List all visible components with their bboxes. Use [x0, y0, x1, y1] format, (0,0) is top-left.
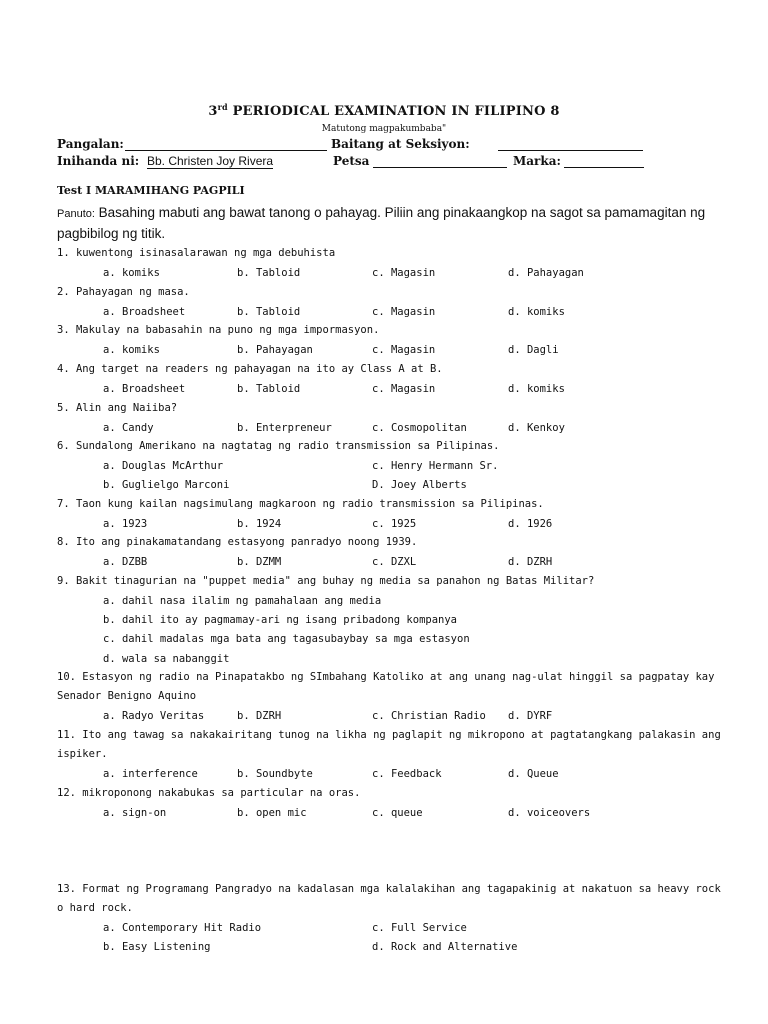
- q7-option-d[interactable]: d. 1926: [508, 518, 553, 530]
- q7-option-b[interactable]: b. 1924: [237, 518, 282, 530]
- exam-title: [0, 104, 768, 119]
- q10-option-b[interactable]: b. DZRH: [237, 710, 282, 722]
- q12-option-b[interactable]: b. open mic: [237, 807, 307, 819]
- question-4: 4. Ang target na readers ng pahayagan na ito ay Class A at B.: [57, 363, 443, 375]
- q6-option-a[interactable]: a. Douglas McArthur: [103, 460, 224, 472]
- q10-option-c[interactable]: c. Christian Radio: [372, 710, 486, 722]
- q1-option-a[interactable]: a. komiks: [103, 267, 160, 279]
- q4-option-b[interactable]: b. Tabloid: [237, 383, 301, 395]
- q7-option-c[interactable]: c. 1925: [372, 518, 417, 530]
- pangalan-label: Pangalan:: [57, 137, 124, 151]
- q11-option-b[interactable]: b. Soundbyte: [237, 768, 313, 780]
- q5-option-a[interactable]: a. Candy: [103, 422, 154, 434]
- q10-option-d[interactable]: d. DYRF: [508, 710, 553, 722]
- question-7: 7. Taon kung kailan nagsimulang magkaroon ng radio transmission sa Pilipinas.: [57, 498, 544, 510]
- question-8: 8. Ito ang pinakamatandang estasyong panradyo noong 1939.: [57, 536, 418, 548]
- q11-option-c[interactable]: c. Feedback: [372, 768, 442, 780]
- instructions-text: Basahing mabuti ang bawat tanong o pahayag. Piliin ang pinakaangkop na sagot sa pamamagitan ng pagbibilog ng titik.: [57, 205, 706, 241]
- question-11: 11. Ito ang tawag sa nakakairitang tunog na likha ng paglapit ng mikropono at pagtatangkang palakasin ang ispiker.: [57, 729, 721, 760]
- q4-option-a[interactable]: a. Broadsheet: [103, 383, 186, 395]
- title-superscript: rd: [217, 102, 228, 112]
- q6-option-c[interactable]: c. Henry Hermann Sr.: [372, 460, 499, 472]
- name-row: [57, 137, 717, 155]
- q6-option-d[interactable]: D. Joey Alberts: [372, 479, 467, 491]
- q7-option-a[interactable]: a. 1923: [103, 518, 148, 530]
- q8-option-a[interactable]: a. DZBB: [103, 556, 148, 568]
- q4-option-c[interactable]: c. Magasin: [372, 383, 436, 395]
- question-1: 1. kuwentong isinasalarawan ng mga debuhista: [57, 247, 336, 259]
- petsa-label: Petsa: [333, 154, 370, 168]
- q11-option-d[interactable]: d. Queue: [508, 768, 559, 780]
- q9-option-a[interactable]: a. dahil nasa ilalim ng pamahalaan ang media: [103, 595, 382, 607]
- q9-option-c[interactable]: c. dahil madalas mga bata ang tagasubaybay sa mga estasyon: [103, 633, 470, 645]
- q3-option-b[interactable]: b. Pahayagan: [237, 344, 313, 356]
- q5-option-c[interactable]: c. Cosmopolitan: [372, 422, 467, 434]
- q9-option-d[interactable]: d. wala sa nabanggit: [103, 653, 230, 665]
- q12-option-d[interactable]: d. voiceovers: [508, 807, 591, 819]
- section-title: Test I MARAMIHANG PAGPILI: [57, 184, 245, 197]
- q3-option-c[interactable]: c. Magasin: [372, 344, 436, 356]
- baitang-label: Baitang at Seksiyon:: [331, 137, 470, 151]
- q13-option-a[interactable]: a. Contemporary Hit Radio: [103, 922, 262, 934]
- q5-option-d[interactable]: d. Kenkoy: [508, 422, 565, 434]
- q10-option-a[interactable]: a. Radyo Veritas: [103, 710, 205, 722]
- q12-option-a[interactable]: a. sign-on: [103, 807, 167, 819]
- title-ordinal: 3: [208, 104, 218, 119]
- inihanda-value: Bb. Christen Joy Rivera: [147, 154, 274, 168]
- q2-option-b[interactable]: b. Tabloid: [237, 306, 301, 318]
- baitang-blank[interactable]: [498, 137, 643, 151]
- question-3: 3. Makulay na babasahin na puno ng mga impormasyon.: [57, 324, 380, 336]
- question-5: 5. Alin ang Naiiba?: [57, 402, 178, 414]
- q8-option-c[interactable]: c. DZXL: [372, 556, 417, 568]
- q2-option-d[interactable]: d. komiks: [508, 306, 565, 318]
- q1-option-c[interactable]: c. Magasin: [372, 267, 436, 279]
- instructions: [57, 203, 717, 244]
- q2-option-c[interactable]: c. Magasin: [372, 306, 436, 318]
- q11-option-a[interactable]: a. interference: [103, 768, 198, 780]
- q1-option-d[interactable]: d. Pahayagan: [508, 267, 584, 279]
- q1-option-b[interactable]: b. Tabloid: [237, 267, 301, 279]
- question-10: 10. Estasyon ng radio na Pinapatakbo ng SImbahang Katoliko at ang unang nag-ulat hinggil sa pagpatay kay Senador Benigno Aquino: [57, 671, 715, 702]
- q12-option-c[interactable]: c. queue: [372, 807, 423, 819]
- q8-option-d[interactable]: d. DZRH: [508, 556, 553, 568]
- marka-label: Marka:: [513, 154, 561, 168]
- q9-option-b[interactable]: b. dahil ito ay pagmamay-ari ng isang pribadong kompanya: [103, 614, 458, 626]
- question-6: 6. Sundalong Amerikano na nagtatag ng radio transmission sa Pilipinas.: [57, 440, 500, 452]
- prepared-row: [57, 154, 717, 172]
- q4-option-d[interactable]: d. komiks: [508, 383, 565, 395]
- inihanda-label: Inihanda ni:: [57, 154, 140, 168]
- question-12: 12. mikroponong nakabukas sa particular na oras.: [57, 787, 361, 799]
- question-13: 13. Format ng Programang Pangradyo na kadalasan mga kalalakihan ang tagapakinig at nakatuon sa heavy rock o hard rock.: [57, 883, 721, 914]
- q5-option-b[interactable]: b. Enterpreneur: [237, 422, 332, 434]
- q3-option-d[interactable]: d. Dagli: [508, 344, 559, 356]
- question-9: 9. Bakit tinagurian na "puppet media" ang buhay ng media sa panahon ng Batas Militar?: [57, 575, 595, 587]
- title-text: PERIODICAL EXAMINATION IN FILIPINO 8: [227, 104, 560, 119]
- marka-blank[interactable]: [564, 154, 644, 168]
- petsa-blank[interactable]: [373, 154, 507, 168]
- q3-option-a[interactable]: a. komiks: [103, 344, 160, 356]
- q8-option-b[interactable]: b. DZMM: [237, 556, 282, 568]
- q6-option-b[interactable]: b. Guglielgo Marconi: [103, 479, 230, 491]
- q13-option-d[interactable]: d. Rock and Alternative: [372, 941, 518, 953]
- pangalan-blank[interactable]: [125, 137, 327, 151]
- question-2: 2. Pahayagan ng masa.: [57, 286, 190, 298]
- q13-option-c[interactable]: c. Full Service: [372, 922, 467, 934]
- instructions-label: Panuto:: [57, 208, 95, 220]
- motto: Matutong magpakumbaba": [321, 124, 447, 134]
- q13-option-b[interactable]: b. Easy Listening: [103, 941, 211, 953]
- q2-option-a[interactable]: a. Broadsheet: [103, 306, 186, 318]
